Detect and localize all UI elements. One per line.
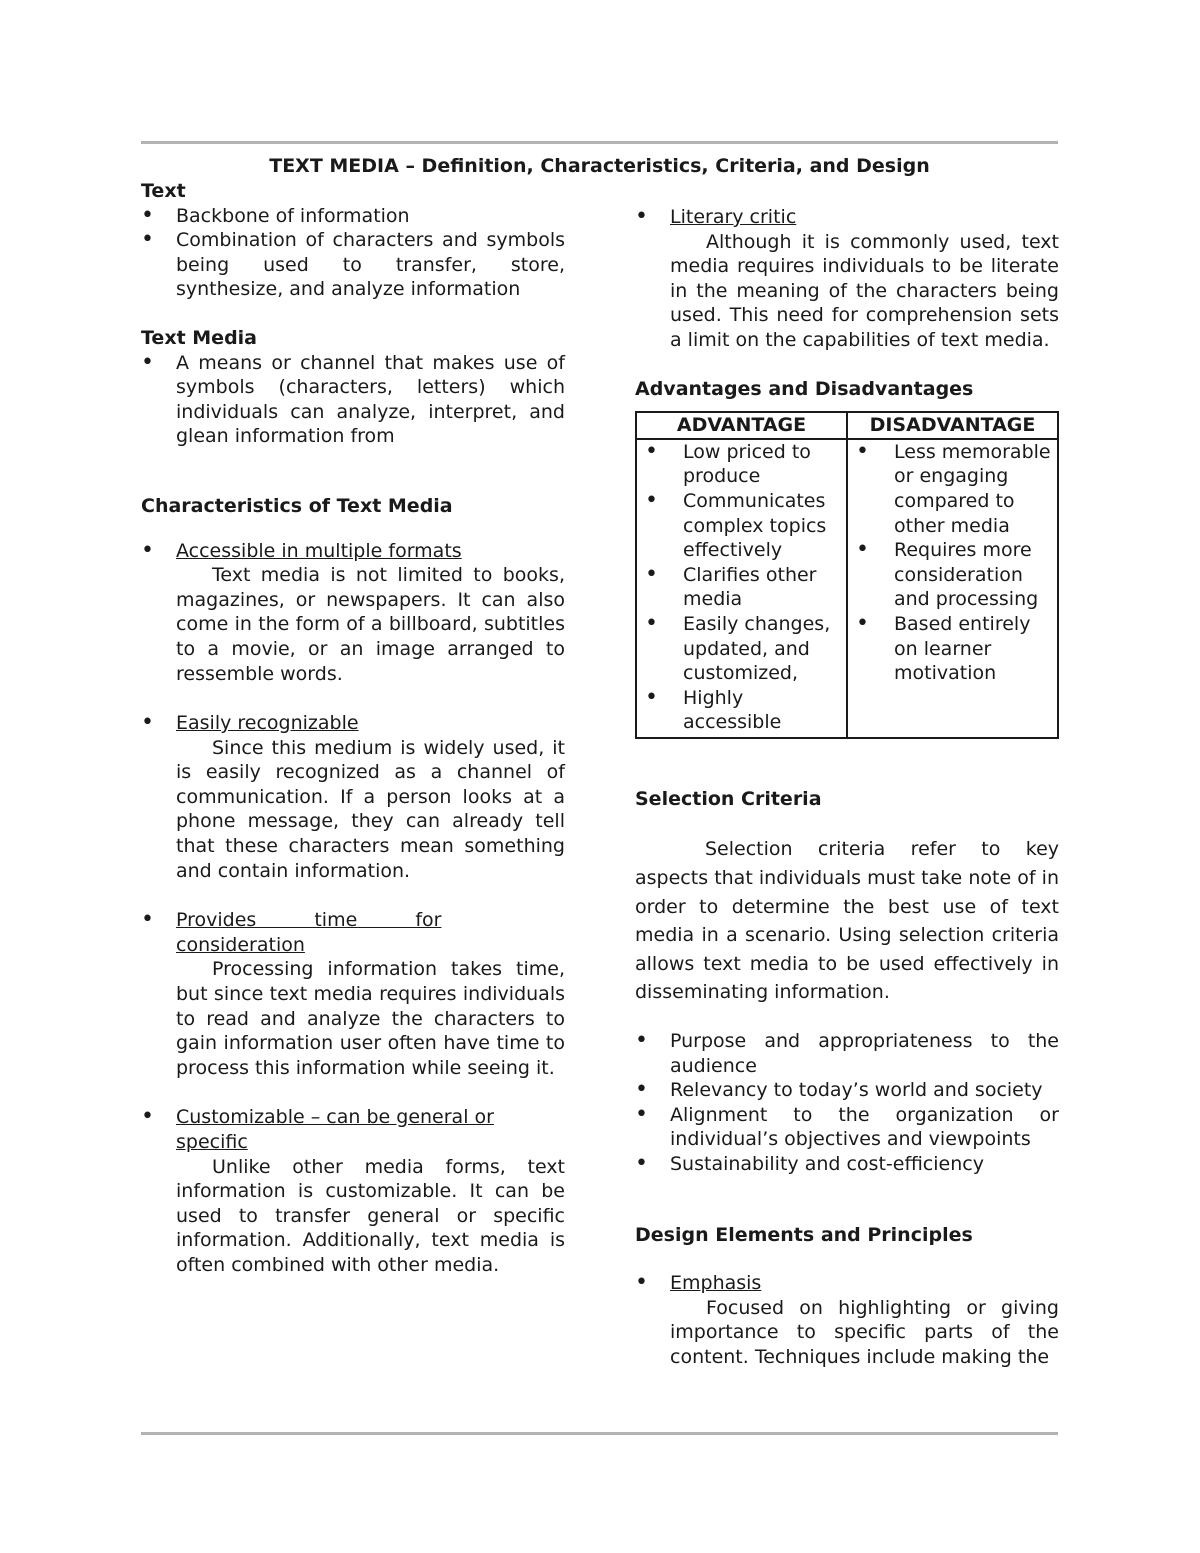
list-item: • Purpose and appropriateness to the audience <box>635 1029 1059 1078</box>
literary-list <box>635 205 1059 353</box>
advantage-header: ADVANTAGE <box>636 412 847 439</box>
left-column <box>141 179 565 1278</box>
list-item: • A means or channel that makes use of symbols (characters, letters) which individuals can analyze, interpret, and glean information from <box>141 351 565 449</box>
characteristic-item <box>635 205 1059 353</box>
list-item: • Combination of characters and symbols being used to transfer, store, synthesize, and analyze information <box>141 228 565 302</box>
characteristic-item <box>635 1271 1059 1369</box>
disadvantage-item: • Requires more consideration and processing <box>856 538 1053 612</box>
list-item: • Relevancy to today’s world and society <box>635 1078 1059 1103</box>
selection-list <box>635 1029 1059 1177</box>
characteristic-item <box>141 908 565 1080</box>
right-column <box>635 205 1059 1370</box>
characteristic-title: • Customizable – can be general or specific <box>176 1106 494 1153</box>
literary-title: • Literary critic <box>670 206 797 228</box>
advantage-item: • Low priced to produce <box>645 440 842 489</box>
disadvantage-header: DISADVANTAGE <box>847 412 1058 439</box>
characteristics-list <box>141 539 565 1278</box>
disadvantage-item: • Less memorable or engaging compared to other media <box>856 440 1053 538</box>
disadvantage-cell <box>847 439 1058 738</box>
emphasis-title: • Emphasis <box>670 1272 762 1295</box>
text-media-heading: Text Media <box>141 326 258 349</box>
page-title: TEXT MEDIA – Definition, Characteristics, Criteria, and Design <box>269 155 930 177</box>
advantage-item: • Highly accessible <box>645 686 842 735</box>
literary-body: Although it is commonly used, text media requires individuals to be literate in the meaning of the characters being used. This need for comprehension sets a limit on the capabilities of text media. <box>670 230 1059 351</box>
list-item: • Alignment to the organization or individual’s objectives and viewpoints <box>635 1103 1059 1152</box>
characteristics-heading: Characteristics of Text Media <box>141 494 453 517</box>
advantages-heading: Advantages and Disadvantages <box>635 377 974 400</box>
characteristic-title: • Provides time for consideration <box>176 909 442 956</box>
advantage-cell <box>636 439 847 738</box>
text-heading: Text <box>141 180 186 202</box>
characteristic-body: Processing information takes time, but since text media requires individuals to read and analyze the characters to gain information user often have time to process this information while seeing it. <box>176 958 565 1079</box>
advantages-table <box>635 411 1059 739</box>
selection-body: Selection criteria refer to key aspects that individuals must take note of in order to determine the best use of text media in a scenario. Using selection criteria allows text media to be used effectively in disseminating information. <box>635 838 1059 1004</box>
disadvantage-list <box>856 440 1053 686</box>
characteristic-title: • Accessible in multiple formats <box>176 539 462 562</box>
disadvantage-item: • Based entirely on learner motivation <box>856 612 1053 686</box>
characteristic-item <box>141 711 565 883</box>
text-media-list <box>141 351 565 449</box>
selection-heading: Selection Criteria <box>635 787 822 810</box>
list-item: • Backbone of information <box>141 204 565 229</box>
bottom-rule <box>141 1432 1058 1435</box>
characteristic-title: • Easily recognizable <box>176 712 359 735</box>
characteristic-body: Unlike other media forms, text information is customizable. It can be used to transfer general or specific information. Additionally, text media is often combined with other media. <box>176 1155 565 1276</box>
top-rule <box>141 141 1058 144</box>
advantage-item: • Easily changes, updated, and customized, <box>645 612 842 686</box>
emphasis-body: Focused on highlighting or giving importance to specific parts of the content. Techniques include making the <box>670 1296 1059 1368</box>
advantage-list <box>645 440 842 735</box>
characteristic-body: Since this medium is widely used, it is easily recognized as a channel of communication. If a person looks at a phone message, they can already tell that these characters mean something and contain information. <box>176 736 565 882</box>
text-list <box>141 204 565 302</box>
design-heading: Design Elements and Principles <box>635 1223 973 1246</box>
characteristic-body: Text media is not limited to books, magazines, or newspapers. It can also come in the form of a billboard, subtitles to a movie, or an image arranged to ressemble words. <box>176 564 565 685</box>
list-item: • Sustainability and cost-efficiency <box>635 1152 1059 1177</box>
advantage-item: • Clarifies other media <box>645 563 842 612</box>
design-list <box>635 1271 1059 1369</box>
characteristic-item <box>141 1105 565 1277</box>
advantage-item: • Communicates complex topics effectively <box>645 489 842 563</box>
characteristic-item <box>141 539 565 687</box>
